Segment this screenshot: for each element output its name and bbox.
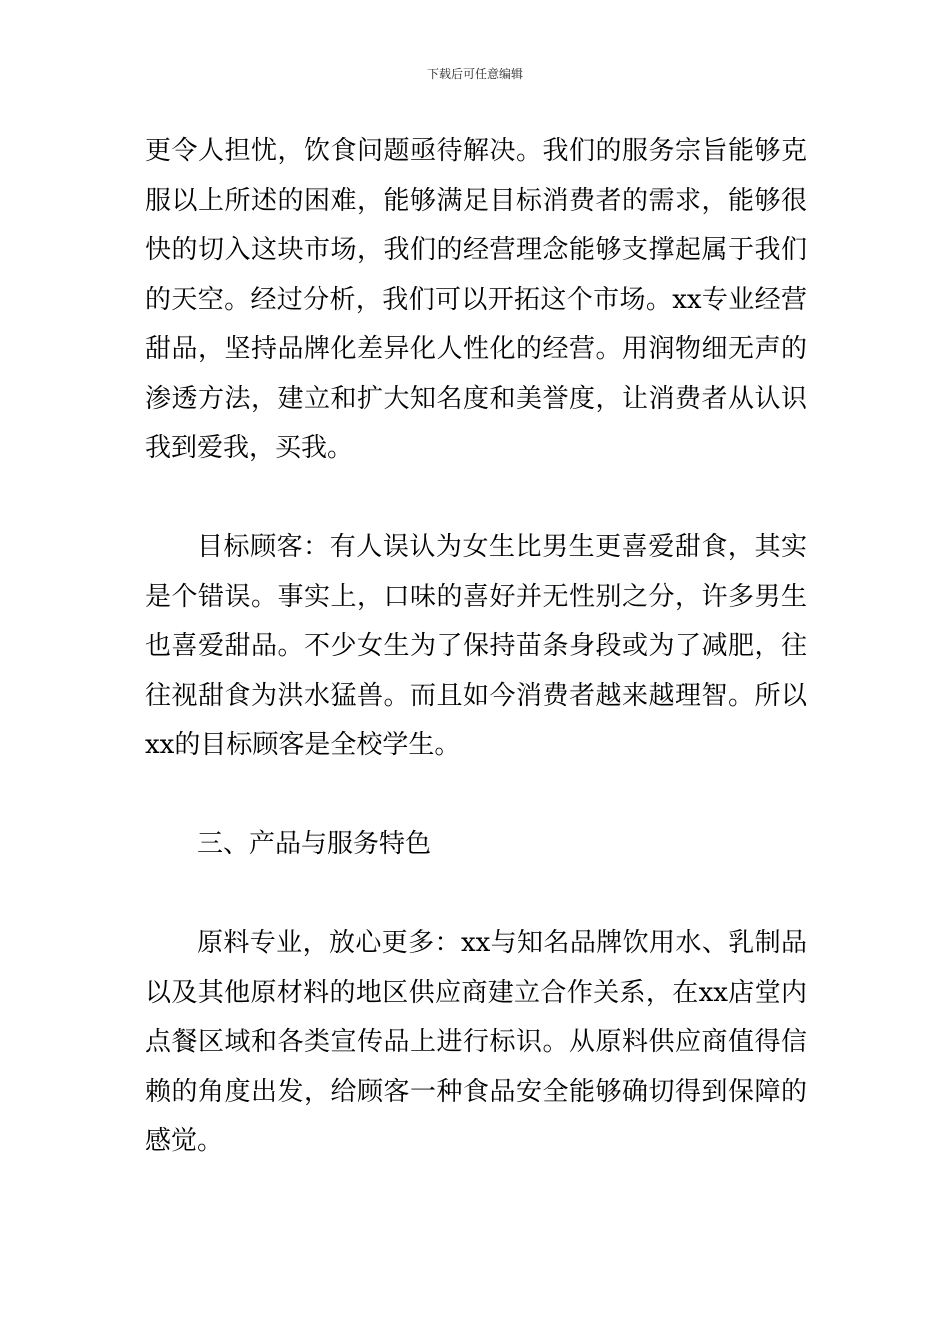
document-body (145, 127, 807, 1167)
paragraph-spacer (145, 870, 807, 920)
paragraph-spacer (145, 771, 807, 821)
page-header-note: 下载后可任意编辑 (426, 67, 523, 81)
paragraph-market-analysis: 更令人担忧，饮食问题亟待解决。我们的服务宗旨能够克服以上所述的困难，能够满足目标消费者的需求，能够很快的切入这块市场，我们的经营理念能够支撑起属于我们的天空。经过分析，我们可以开拓这个市场。xx专业经营甜品，坚持品牌化差异化人性化的经营。用润物细无声的渗透方法，建立和扩大知名度和美誉度，让消费者从认识我到爱我，买我。 (145, 136, 807, 463)
paragraph-raw-materials: 原料专业，放心更多：xx与知名品牌饮用水、乳制品以及其他原材料的地区供应商建立合作关系，在xx店堂内点餐区域和各类宣传品上进行标识。从原料供应商值得信赖的角度出发，给顾客一种食品安全能够确切得到保障的感觉。 (145, 928, 807, 1156)
paragraph-spacer (145, 474, 807, 524)
paragraph-target-customers: 目标顾客：有人误认为女生比男生更喜爱甜食，其实是个错误。事实上，口味的喜好并无性别之分，许多男生也喜爱甜品。不少女生为了保持苗条身段或为了减肥，往往视甜食为洪水猛兽。而且如今消费者越来越理智。所以xx的目标顾客是全校学生。 (145, 532, 807, 760)
section-heading-products-services: 三、产品与服务特色 (197, 829, 432, 859)
